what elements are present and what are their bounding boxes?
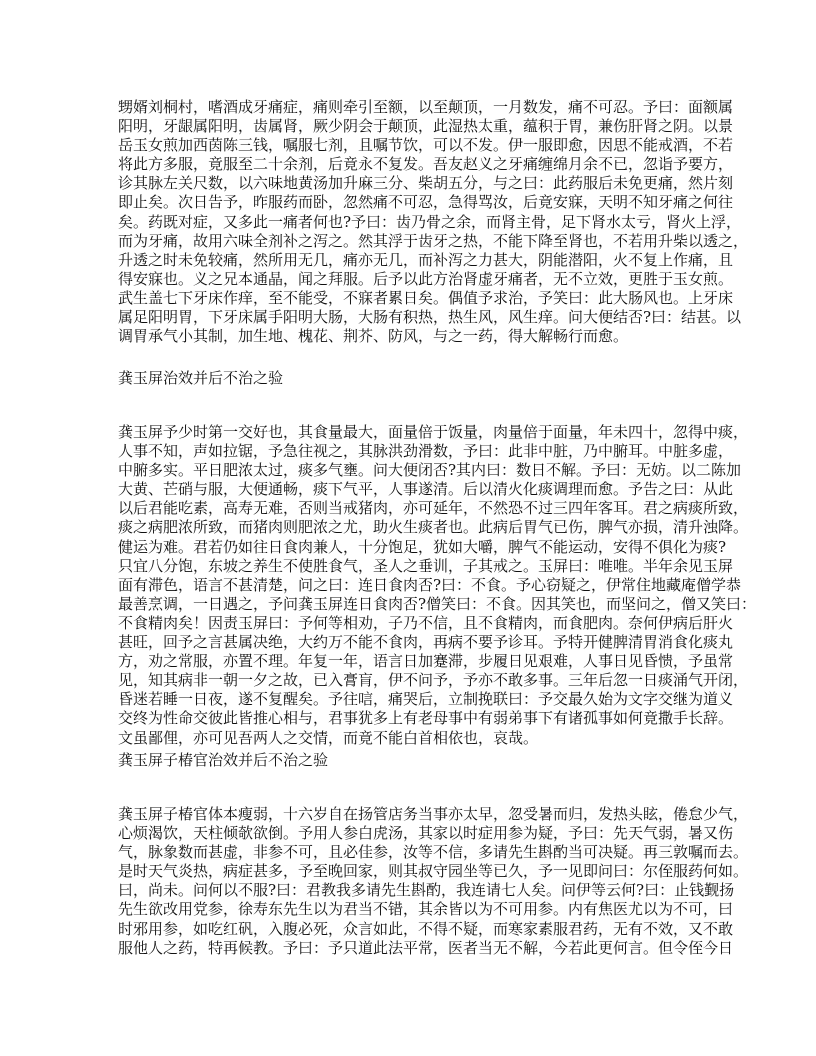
text-line: 矣。药既对症，又多此一痛者何也?予曰：齿乃骨之余，而肾主骨，足下肾水太亏，肾火上浮， (118, 212, 742, 231)
paragraph-chunguan (118, 805, 749, 958)
section-heading: 龚玉屏治效并后不治之验 (118, 369, 284, 387)
text-line: 升透之时未免较痛，然所用无几，痛亦无几，而补泻之力甚大，阴能潜阳，火不复上作痛，且 (118, 250, 734, 269)
text-line: 武生盖七下牙床作痒，至不能受，不寐者累日矣。偶值予求治，予笑曰：此大肠风也。上牙床 (118, 288, 734, 307)
text-line: 只宜八分饱，东坡之养生不使胜食气，圣人之垂训，子其戒之。玉屏曰：唯唯。半年余见玉屏 (118, 556, 734, 575)
text-line: 而为牙痛，故用六味全剂补之泻之。然其浮于齿牙之热，不能下降至肾也，不若用升柴以透之， (118, 231, 749, 250)
text-line: 龚玉屏子椿官体本瘦弱，十六岁自在扬管店务当事亦太早，忽受暑而归，发热头眩，倦怠少气， (118, 805, 749, 823)
text-line: 服他人之药，特再候教。予曰：予只道此法平常，医者当无不解，今若此更何言。但令侄今日 (118, 938, 734, 957)
text-line: 调胃承气小其制，加生地、槐花、荆芥、防风，与之一药，得大解畅行而愈。 (118, 327, 629, 346)
text-line: 以后君能吃素，高寿无难，否则当戒猪肉，亦可延年，不然恐不过三四年客耳。君之病痰所致， (118, 499, 749, 518)
text-line: 是时天气炎热，病症甚多，予至晚回家，则其叔守园坐等已久，予一见即问曰：尔侄服药何如。 (118, 862, 749, 881)
text-line: 曰，尚未。问何以不服?曰：君教我多请先生斟酌，我连请七人矣。问伊等云何?曰：止钱觐扬 (118, 881, 735, 900)
text-line: 即止矣。次日告予，昨服药而卧，忽然痛不可忍，急得骂汝，后竟安寐，天明不知牙痛之何往 (118, 193, 734, 212)
text-line: 不食精肉矣！因责玉屏曰：予何等相劝，子乃不信，且不食精肉，而食肥肉。奈何伊病后肝火 (118, 613, 734, 632)
text-line: 昏迷若睡一日夜，遂不复醒矣。予往唁，痛哭后，立制挽联曰：予交最久始为文字交继为道义 (118, 690, 734, 709)
text-line: 大黄、芒硝与服，大便通畅，痰下气平，人事遂清。后以清火化痰调理而愈。予告之曰：从此 (118, 480, 734, 499)
text-line: 交终为性命交彼此皆推心相与，君事犹多上有老母事中有弱弟事下有诸孤事如何竟撒手长辞。 (118, 709, 734, 728)
text-line: 方，劝之常服，亦置不理。年复一年，语言日加蹇滞，步履日见艰难，人事日见昏愦，予虽常 (118, 652, 734, 671)
text-line: 甚旺，回予之言甚属决绝，大约万不能不食肉，再病不要予诊耳。予特开健脾清胃消食化痰丸 (118, 633, 734, 652)
text-line: 最善烹调，一日遇之，予问龚玉屏连日食肉否?僧笑曰：不食。因其笑也，而坚问之，僧又笑曰： (118, 594, 757, 613)
text-line: 时邪用参，如吃红矾，入腹必死，众言如此，不得不疑，而寒家素服君药，无有不效，又不敢 (118, 919, 734, 938)
text-line: 得安寐也。义之兄本通晶，闻之拜服。后予以此方治肾虚牙痛者，无不立效，更胜于玉女煎。 (118, 269, 734, 288)
text-line: 甥婿刘桐村，嗜酒成牙痛症，痛则牵引至额，以至颠顶，一月数发，痛不可忍。予曰：面额属 (118, 98, 734, 116)
text-line: 中腑多实。平日肥浓太过，痰多气壅。问大便闭否?其内曰：数日不解。予曰：无妨。以二陈加 (118, 461, 742, 480)
text-line: 痰之病肥浓所致，而猪肉则肥浓之尤，助火生痰者也。此病后胃气已伤，脾气亦损，清升浊降。 (118, 518, 749, 537)
text-line: 见，知其病非一朝一夕之故，已入膏肓，伊不问予，予亦不敢多事。三年后忽一日痰涌气开闭， (118, 671, 749, 690)
text-line: 健运为难。君若仍如往日食肉兼人，十分饱足，犹如大嚼，脾气不能运动，安得不俱化为痰? (118, 537, 727, 556)
text-line: 先生欲改用党参，徐寿东先生以为君当不错，其余皆以为不可用参。内有焦医尤以为不可，曰 (118, 900, 734, 919)
text-line: 属足阳明胃，下牙床属手阳明大肠，大肠有积热，热生风，风生痒。问大便结否?曰：结甚。以 (118, 308, 742, 327)
text-line: 阳明，牙龈属阳明，齿属肾，厥少阴会于颠顶，此湿热太重，蕴积于胃，兼伤肝肾之阴。以景 (118, 117, 734, 136)
text-line: 面有滞色，语言不甚清楚，问之曰：连日食肉否?曰：不食。予心窃疑之，伊常住地藏庵僧学恭 (118, 575, 742, 594)
text-line: 诊其脉左关尺数，以六味地黄汤加升麻三分、柴胡五分，与之曰：此药服后未免更痛，然片刻 (118, 174, 734, 193)
text-line: 岳玉女煎加西茵陈三钱，嘱服七剂，且嘱节饮，可以不发。伊一服即愈，因思不能戒酒，不若 (118, 136, 734, 155)
text-line: 文虽鄙俚，亦可见吾两人之交情，而竟不能白首相依也，哀哉。 (118, 728, 539, 747)
text-line: 龚玉屏予少时第一交好也，其食量最大，面量倍于饭量，肉量倍于面量，年未四十，忽得中痰， (118, 423, 749, 441)
text-line: 人事不知，声如拉锯，予急往视之，其脉洪劲滑数，予曰：此非中脏，乃中腑耳。中脏多虚， (118, 442, 734, 461)
text-line: 将此方多服，竟服至二十余剂，后竟永不复发。吾友赵义之牙痛缠绵月余不已，忽诣予要方， (118, 155, 734, 174)
paragraph-toothache-cases (118, 98, 749, 346)
text-line: 心烦渴饮，天柱倾欹欲倒。予用人参白虎汤，其家以时症用参为疑，予曰：先天气弱，暑又伤 (118, 824, 734, 843)
section-heading: 龚玉屏子椿官治效并后不治之验 (118, 751, 329, 769)
text-line: 气，脉象数而甚虚，非参不可，且必佳参，汝等不信，多请先生斟酌当可决疑。再三敦嘱而去。 (118, 843, 749, 862)
paragraph-gong-yuping (118, 423, 757, 748)
